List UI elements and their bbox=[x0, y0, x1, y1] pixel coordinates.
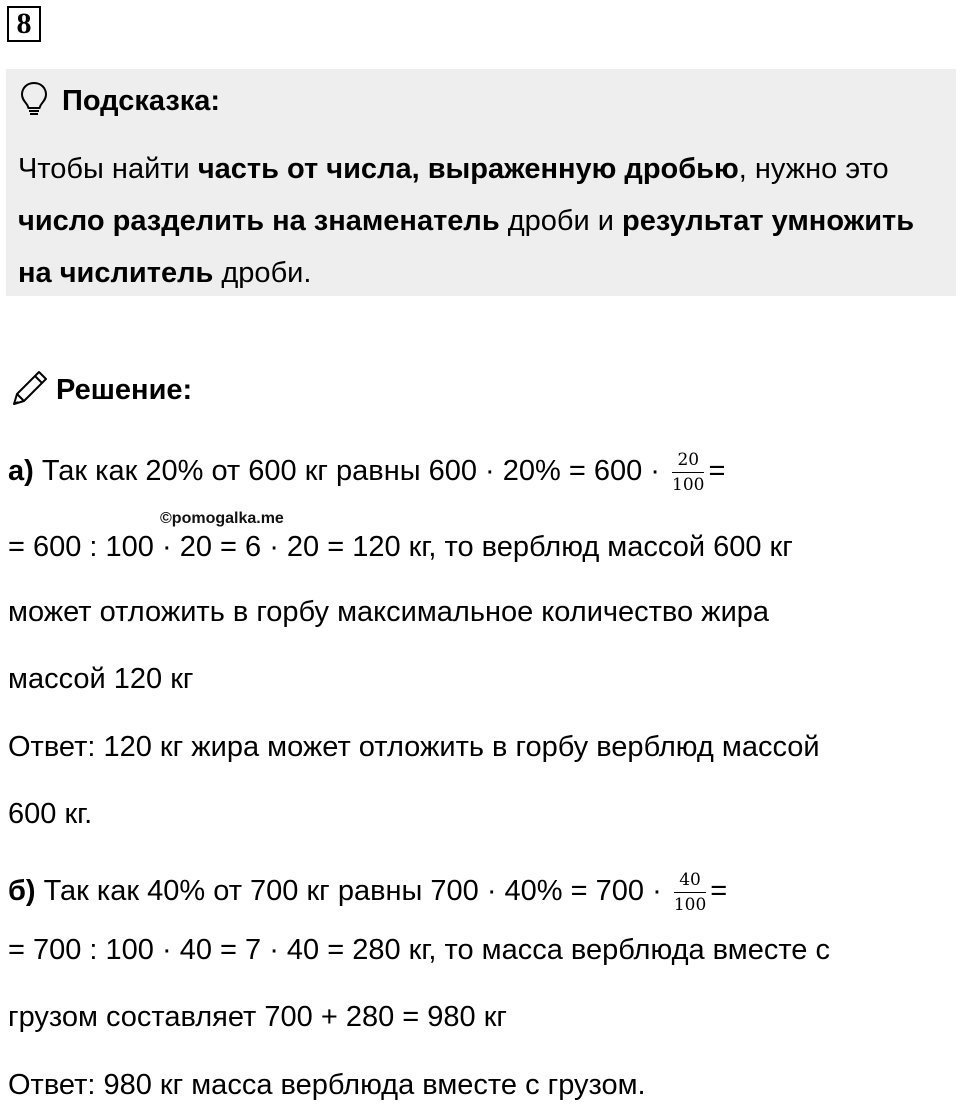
hint-header bbox=[20, 83, 220, 119]
part-a-line-4: массой 120 кг bbox=[8, 663, 194, 695]
hint-box bbox=[6, 69, 956, 296]
task-number: 8 bbox=[7, 6, 41, 42]
hint-run: Чтобы найти bbox=[18, 153, 198, 185]
hint-emphasis: число разделить на знаменатель bbox=[18, 205, 500, 237]
part-b-label: б) bbox=[8, 875, 36, 908]
fraction-20-100 bbox=[672, 450, 704, 495]
part-b-line-2: = 700 : 100 · 40 = 7 · 40 = 280 кг, то масса верблюда вместе с bbox=[8, 934, 830, 966]
fraction-numerator: 20 bbox=[672, 450, 704, 473]
solution-header bbox=[8, 368, 192, 412]
equals-sign: = bbox=[708, 455, 726, 488]
part-a-answer-1: Ответ: 120 кг жира может отложить в горбу верблюд массой bbox=[8, 731, 820, 763]
part-a-line-2: = 600 : 100 · 20 = 6 · 20 = 120 кг, то верблюд массой 600 кг bbox=[8, 531, 793, 563]
hint-run: дроби. bbox=[213, 257, 312, 289]
part-a-answer-2: 600 кг. bbox=[8, 798, 93, 830]
part-b-answer: Ответ: 980 кг масса верблюда вместе с грузом. bbox=[8, 1069, 646, 1101]
pencil-icon bbox=[8, 366, 52, 415]
hint-run: , нужно это bbox=[738, 153, 889, 185]
part-a-label: а) bbox=[8, 455, 34, 488]
equals-sign: = bbox=[710, 875, 728, 908]
hint-text bbox=[18, 143, 953, 299]
fraction-denominator: 100 bbox=[673, 895, 707, 915]
hint-emphasis: часть от числа, выраженную дробью bbox=[197, 153, 739, 185]
watermark: ©pomogalka.me bbox=[160, 510, 284, 527]
part-a-line-1 bbox=[8, 450, 725, 495]
fraction-denominator: 100 bbox=[672, 475, 705, 495]
fraction-numerator: 40 bbox=[674, 870, 706, 893]
hint-run: дроби и bbox=[499, 205, 623, 237]
part-a-line-3: может отложить в горбу максимальное количество жира bbox=[8, 596, 770, 628]
part-a-text: Так как 20% от 600 кг равны 600 · 20% = 600 · bbox=[41, 455, 660, 488]
part-b-line-1 bbox=[8, 870, 727, 915]
part-b-line-3: грузом составляет 700 + 280 = 980 кг bbox=[8, 1001, 507, 1033]
lightbulb-icon bbox=[20, 81, 48, 122]
part-b-text: Так как 40% от 700 кг равны 700 · 40% = 700 · bbox=[43, 875, 662, 908]
hint-title: Подсказка: bbox=[62, 84, 221, 117]
hint-emphasis: результат умножить на числитель bbox=[18, 205, 915, 289]
fraction-40-100 bbox=[674, 870, 706, 915]
solution-title: Решение: bbox=[56, 373, 193, 406]
